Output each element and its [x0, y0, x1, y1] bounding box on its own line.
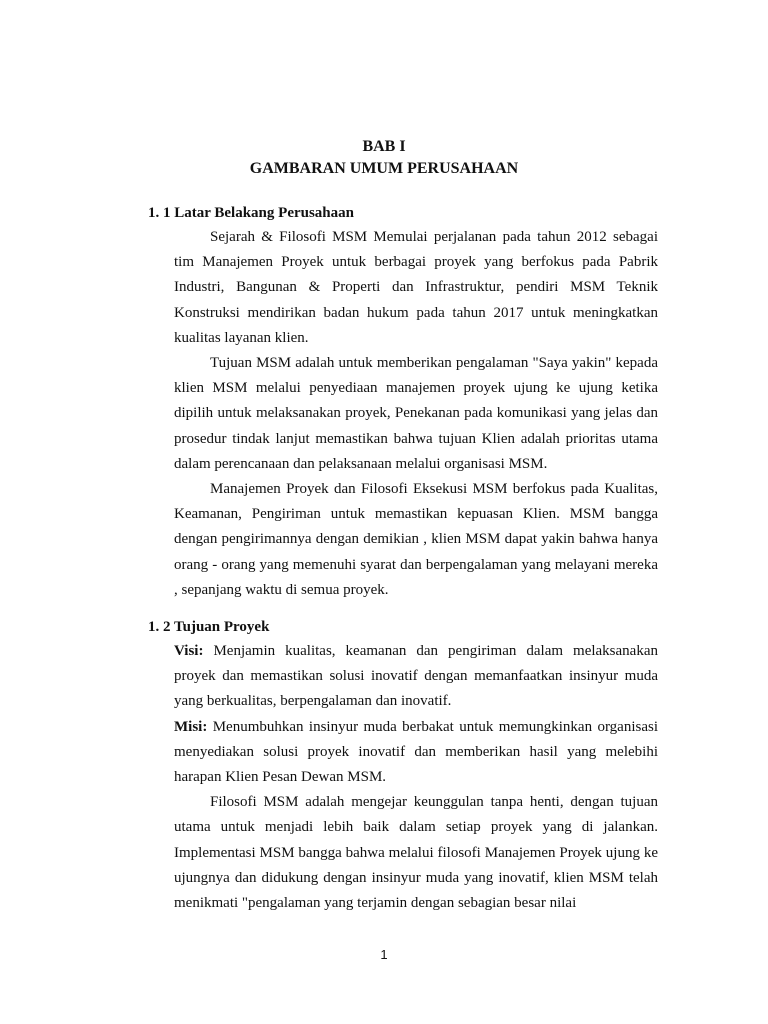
- misi-paragraph: [174, 715, 658, 791]
- section-body-latar-belakang: [174, 225, 658, 603]
- visi-paragraph: [174, 639, 658, 715]
- paragraph: Sejarah & Filosofi MSM Memulai perjalanan pada tahun 2012 sebagai tim Manajemen Proyek untuk berbagai proyek yang berfokus pada Pabrik Industri, Bangunan & Properti dan Infrastruktur, pendiri MSM Teknik Konstruksi mendirikan badan hukum pada tahun 2017 untuk meningkatkan kualitas layanan klien.: [174, 229, 658, 346]
- misi-label: Misi:: [174, 718, 208, 735]
- paragraph: Tujuan MSM adalah untuk memberikan pengalaman "Saya yakin" kepada klien MSM melalui penyediaan manajemen proyek ujung ke ujung ketika dipilih untuk melaksanakan proyek, Penekanan pada komunikasi yang jelas dan prosedur tindak lanjut memastikan bahwa tujuan Klien adalah prioritas utama dalam perencanaan dan pelaksanaan melalui organisasi MSM.: [174, 355, 658, 472]
- section-heading-tujuan-proyek: 1. 2 Tujuan Proyek: [148, 619, 270, 635]
- visi-label: Visi:: [174, 643, 204, 659]
- chapter-number: BAB I: [362, 138, 406, 155]
- page-number: 1: [380, 947, 388, 962]
- misi-text: Menumbuhkan insinyur muda berbakat untuk memungkinkan organisasi menyediakan solusi proyek inovatif dan memberikan hasil yang melebihi harapan Klien Pesan Dewan MSM.: [174, 718, 658, 786]
- visi-text: Menjamin kualitas, keamanan dan pengiriman dalam melaksanakan proyek dan memastikan solusi inovatif dengan memanfaatkan insinyur muda yang berkualitas, berpengalaman dan inovatif.: [174, 643, 658, 710]
- section-heading-latar-belakang: 1. 1 Latar Belakang Perusahaan: [148, 205, 354, 221]
- section-body-tujuan-proyek: [174, 639, 658, 916]
- chapter-title: GAMBARAN UMUM PERUSAHAAN: [249, 160, 519, 177]
- paragraph: Manajemen Proyek dan Filosofi Eksekusi MSM berfokus pada Kualitas, Keamanan, Pengiriman untuk memastikan kepuasan Klien. MSM bangga dengan pengirimannya dengan demikian , klien MSM dapat yakin bahwa hanya orang - orang yang memenuhi syarat dan berpengalaman yang melayani mereka , sepanjang waktu di semua proyek.: [174, 481, 658, 598]
- paragraph: Filosofi MSM adalah mengejar keunggulan tanpa henti, dengan tujuan utama untuk menjadi lebih baik dalam setiap proyek yang di jalankan. Implementasi MSM bangga bahwa melalui filosofi Manajemen Proyek ujung ke ujungnya dan didukung dengan insinyur muda yang inovatif, klien MSM telah menikmati "pengalaman yang terjamin dengan sebagian besar nilai: [174, 794, 658, 912]
